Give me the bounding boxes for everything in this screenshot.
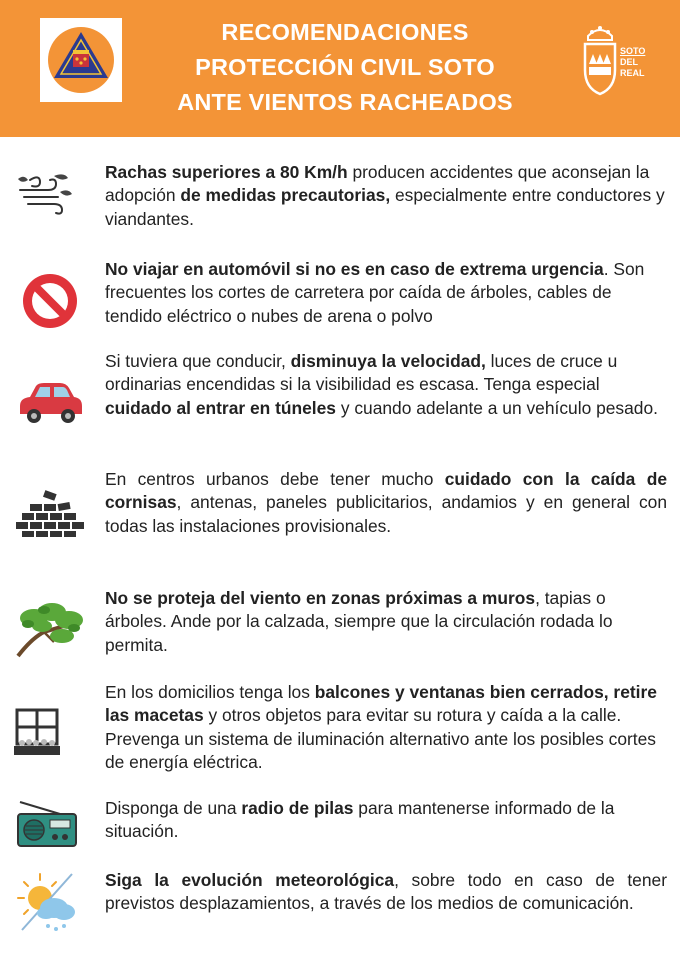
crest-line-1: SOTO — [620, 46, 646, 56]
crest-line-3: REAL — [620, 68, 645, 78]
text-normal: y otros objetos para evitar su rotura y caída a la calle. Prevenga un sistema de iluminación alternativo ante los posibles cortes de energía eléctrica. — [105, 705, 657, 773]
text-bold: de medidas precautorias, — [180, 185, 391, 206]
title-line-2: PROTECCIÓN CIVIL SOTO — [195, 54, 495, 80]
text-normal: , tapias o árboles. Ande por la calzada, siempre que la circulación rodada lo permita. — [105, 588, 613, 655]
text-bold: balcones y ventanas bien cerrados, retire las macetas — [105, 682, 657, 726]
text-bold: radio de pilas — [241, 798, 354, 818]
item-text — [105, 797, 667, 844]
text-bold: disminuya la velocidad, — [290, 351, 486, 371]
bricks-icon — [14, 490, 88, 543]
text-bold: No se proteja del viento en zonas próximas a muros — [105, 588, 536, 608]
soto-del-real-logo — [580, 22, 660, 102]
text-normal: . Son frecuentes los cortes de carretera por caída de árboles, cables de tendido eléctrico o nubes de arena o polvo — [105, 259, 645, 326]
item-text — [105, 161, 667, 231]
text-bold: cuidado con la caída de cornisas — [105, 469, 667, 513]
tree-icon — [14, 598, 88, 663]
civil-protection-logo — [40, 18, 122, 102]
text-bold: Siga la evolución meteorológica — [105, 870, 395, 890]
text-normal: para mantenerse informado de la situación. — [105, 798, 615, 842]
text-normal: Si tuviera que conducir, — [105, 351, 291, 371]
text-normal: y cuando adelante a un vehículo pesado. — [335, 397, 658, 418]
window-icon — [14, 708, 88, 763]
text-normal: En los domicilios tenga los — [105, 682, 315, 702]
title-line-3: ANTE VIENTOS RACHEADOS — [177, 89, 513, 115]
item-text — [105, 468, 667, 538]
text-normal: Disponga de una — [105, 798, 242, 818]
civil-protection-emblem-icon — [40, 18, 122, 102]
header-banner — [0, 0, 680, 137]
text-bold: Rachas superiores a 80 Km/h — [105, 162, 348, 182]
radio-icon — [14, 800, 88, 855]
item-text — [105, 350, 667, 420]
item-text — [105, 681, 667, 775]
text-normal: , antenas, paneles publicitarios, andamios y en general con todas las instalaciones provisionales. — [105, 492, 667, 536]
text-normal: producen accidentes que aconsejan la adopción — [105, 162, 650, 206]
item-text — [105, 258, 667, 328]
crest-line-2: DEL — [620, 57, 638, 67]
crest-text — [620, 46, 645, 79]
text-normal: , sobre todo en caso de tener previstos desplazamientos, a través de los medios de comunicación. — [105, 870, 667, 914]
page-title — [140, 15, 550, 120]
weather-icon — [14, 872, 88, 939]
text-normal: luces de cruce u ordinarias encendidas si la visibilidad es escasa. Tenga especial — [105, 351, 618, 395]
text-normal: especialmente entre conductores y viandantes. — [105, 185, 665, 229]
text-normal: En centros urbanos debe tener mucho — [105, 469, 445, 489]
title-line-1: RECOMENDACIONES — [221, 19, 469, 45]
item-text — [105, 587, 667, 657]
town-crest-icon — [580, 22, 620, 98]
car-icon — [14, 378, 88, 431]
text-bold: No viajar en automóvil si no es en caso de extrema urgencia — [105, 259, 604, 279]
prohibited-icon — [14, 270, 88, 339]
item-text — [105, 869, 667, 916]
wind-icon — [14, 170, 88, 223]
text-bold: cuidado al entrar en túneles — [105, 397, 336, 418]
